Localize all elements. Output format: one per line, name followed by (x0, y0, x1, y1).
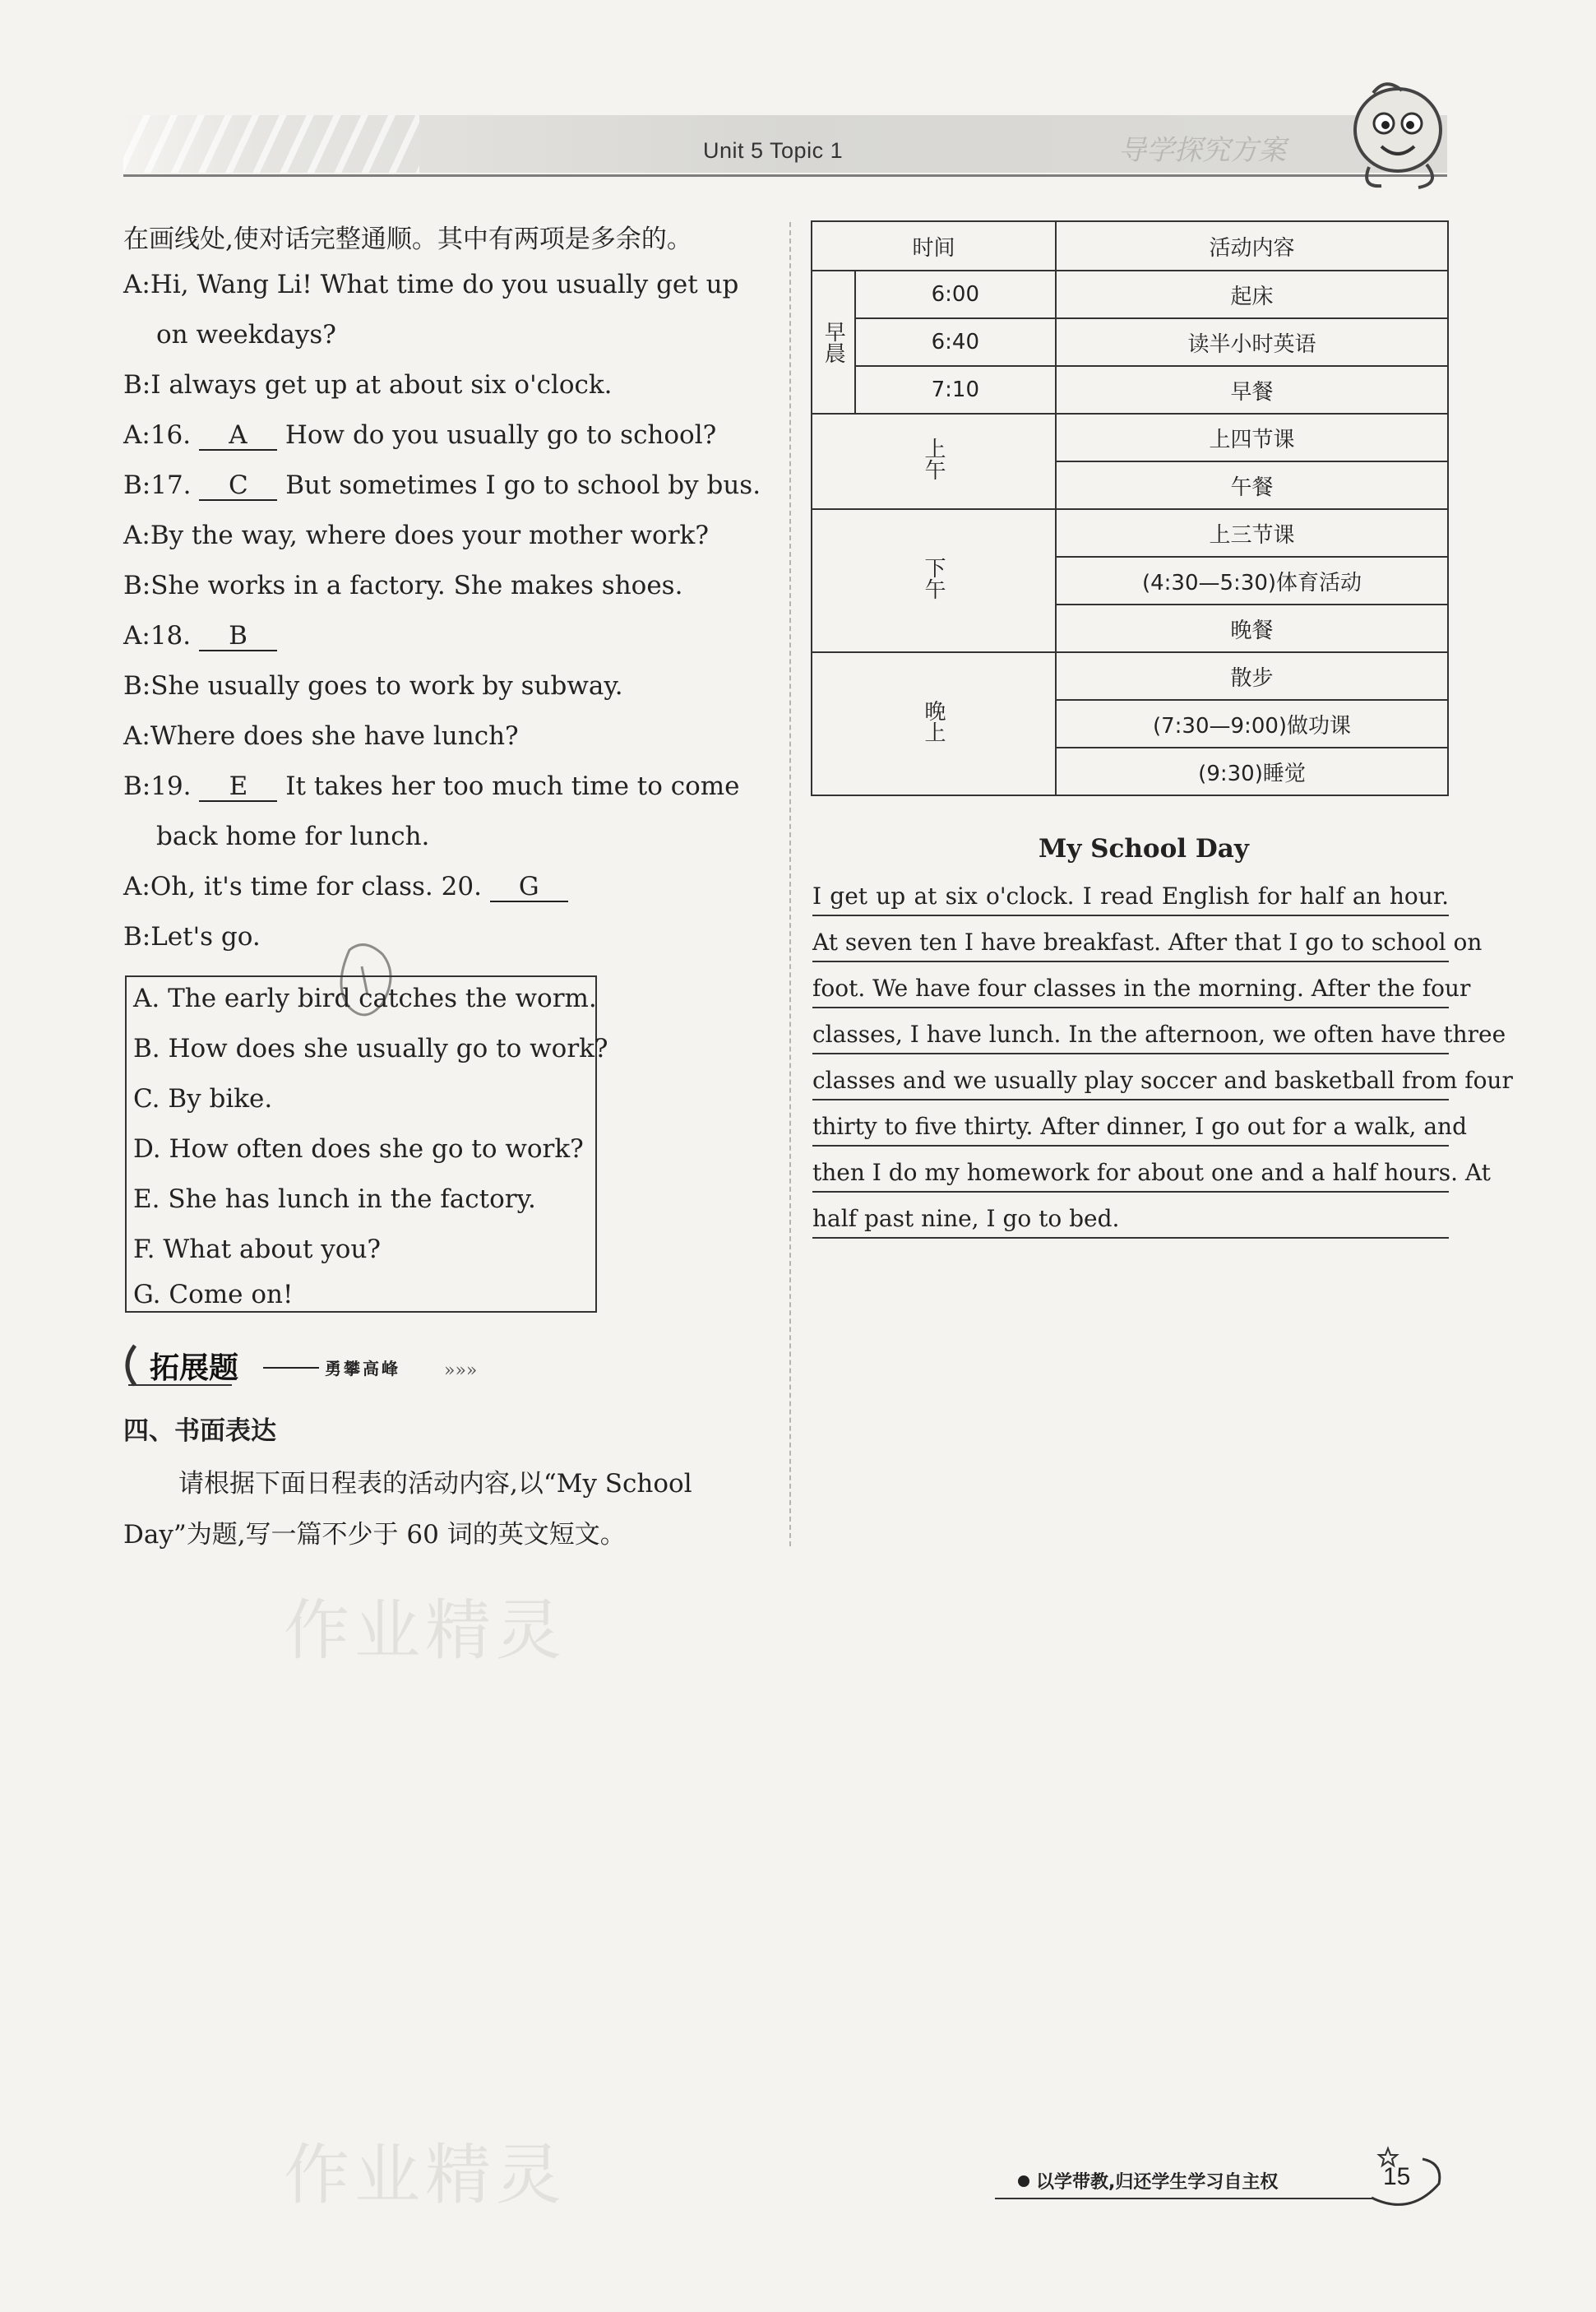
activity-cell: 早餐 (1056, 366, 1448, 414)
header-activity: 活动内容 (1056, 221, 1448, 271)
dialogue-q20 (123, 872, 568, 902)
table-header-row (812, 221, 1448, 271)
extension-dash (263, 1367, 319, 1369)
option-f: F. What about you? (133, 1235, 382, 1264)
writing-instruction-1: 请根据下面日程表的活动内容,以“My School (178, 1469, 692, 1499)
dialogue-line-9: B:She usually goes to work by subway. (123, 671, 623, 701)
watermark-bottom: 作业精灵 (284, 2137, 567, 2213)
section-four-title: 四、书面表达 (123, 1416, 276, 1446)
q17-answer[interactable]: C (199, 471, 277, 501)
option-b: B. How does she usually go to work? (133, 1034, 608, 1063)
option-e: E. She has lunch in the factory. (133, 1184, 536, 1214)
footer-slogan: 以学带教,归还学生学习自主权 (1036, 2172, 1279, 2193)
activity-cell: 上三节课 (1056, 509, 1448, 557)
table-row (812, 652, 1448, 700)
essay-line-8: half past nine, I go to bed. (812, 1201, 1449, 1239)
q18-answer[interactable]: B (199, 622, 277, 651)
option-g: G. Come on! (133, 1280, 294, 1309)
dialogue-line-3: B:I always get up at about six o'clock. (123, 370, 613, 400)
activity-cell: 读半小时英语 (1056, 318, 1448, 366)
activity-cell: 晚餐 (1056, 605, 1448, 652)
period-afternoon (812, 509, 1056, 652)
mascot-icon (1336, 72, 1460, 196)
dialogue-line-1: A:Hi, Wang Li! What time do you usually get up (123, 270, 739, 299)
unit-topic-title: Unit 5 Topic 1 (703, 138, 844, 163)
extension-subtitle: 勇攀高峰 (325, 1359, 400, 1378)
activity-cell: (9:30)睡觉 (1056, 748, 1448, 795)
dialogue-q19 (123, 771, 740, 802)
essay-line-1: I get up at six o'clock. I read English for half an hour. (812, 878, 1449, 916)
q16-label: A:16. (123, 420, 192, 450)
q17-text: But sometimes I go to school by bus. (285, 470, 761, 500)
page-number: 15 (1383, 2163, 1411, 2190)
q19-text: It takes her too much time to come (285, 771, 740, 801)
essay-line-7: then I do my homework for about one and a half hours. At (812, 1155, 1449, 1193)
table-row (812, 366, 1448, 414)
dialogue-line-14: B:Let's go. (123, 922, 261, 952)
essay-title: My School Day (1039, 834, 1249, 864)
dialogue-line-7: B:She works in a factory. She makes shoes. (123, 571, 683, 600)
activity-cell: 上四节课 (1056, 414, 1448, 461)
time-cell: 6:00 (855, 271, 1057, 318)
period-forenoon-label: 上午 (921, 437, 946, 480)
q18-label: A:18. (123, 621, 192, 651)
q20-answer[interactable]: G (490, 873, 568, 902)
period-afternoon-label: 下午 (921, 556, 946, 600)
essay-line-5: classes and we usually play soccer and basketball from four (812, 1063, 1449, 1100)
options-box (125, 975, 608, 1313)
time-cell: 6:40 (855, 318, 1057, 366)
schedule-table (811, 220, 1449, 796)
table-row (812, 414, 1448, 461)
option-d: D. How often does she go to work? (133, 1134, 584, 1164)
header-series-text: 导学探究方案 (1118, 134, 1286, 167)
writing-instruction-2: Day”为题,写一篇不少于 60 词的英文短文。 (123, 1520, 626, 1550)
q20-label: A:Oh, it's time for class. 20. (123, 872, 482, 901)
dialogue-q16 (123, 420, 716, 451)
q16-text: How do you usually go to school? (285, 420, 717, 450)
watermark-top: 作业精灵 (284, 1592, 567, 1669)
table-row (812, 271, 1448, 318)
dialogue-line-6: A:By the way, where does your mother work? (123, 521, 709, 550)
q17-label: B:17. (123, 470, 192, 500)
dialogue-instruction: 在画线处,使对话完整通顺。其中有两项是多余的。 (123, 225, 692, 254)
footer-rule (995, 2198, 1373, 2199)
essay-line-2: At seven ten I have breakfast. After that I go to school on (812, 924, 1449, 962)
dialogue-q18 (123, 621, 277, 651)
dialogue-line-12: back home for lunch. (156, 822, 430, 851)
column-divider (789, 222, 791, 1546)
period-morning: 早晨 (812, 271, 855, 414)
q19-answer[interactable]: E (199, 772, 277, 802)
option-a: A. The early bird catches the worm. (133, 984, 597, 1013)
extension-title: 拓展题 (150, 1351, 239, 1385)
activity-cell: 起床 (1056, 271, 1448, 318)
period-forenoon (812, 414, 1056, 509)
q16-answer[interactable]: A (199, 421, 277, 451)
header-time: 时间 (812, 221, 1056, 271)
table-row (812, 509, 1448, 557)
activity-cell: (4:30—5:30)体育活动 (1056, 557, 1448, 605)
q19-label: B:19. (123, 771, 192, 801)
period-evening-label: 晚上 (921, 699, 946, 743)
dialogue-line-10: A:Where does she have lunch? (123, 721, 519, 751)
dialogue-line-2: on weekdays? (156, 320, 336, 350)
extension-arrows: »»» (444, 1360, 478, 1381)
essay-line-4: classes, I have lunch. In the afternoon, we often have three (812, 1017, 1449, 1054)
dialogue-q17 (123, 470, 761, 501)
essay-line-3: foot. We have four classes in the morning. After the four (812, 971, 1449, 1008)
activity-cell: (7:30—9:00)做功课 (1056, 700, 1448, 748)
option-c: C. By bike. (133, 1084, 273, 1114)
activity-cell: 午餐 (1056, 461, 1448, 509)
table-row (812, 318, 1448, 366)
time-cell: 7:10 (855, 366, 1057, 414)
header-rule (123, 174, 1447, 177)
period-evening (812, 652, 1056, 795)
footer-bullet-icon (1018, 2175, 1029, 2187)
essay-line-6: thirty to five thirty. After dinner, I go out for a walk, and (812, 1109, 1449, 1147)
header-stripes (123, 115, 419, 173)
activity-cell: 散步 (1056, 652, 1448, 700)
